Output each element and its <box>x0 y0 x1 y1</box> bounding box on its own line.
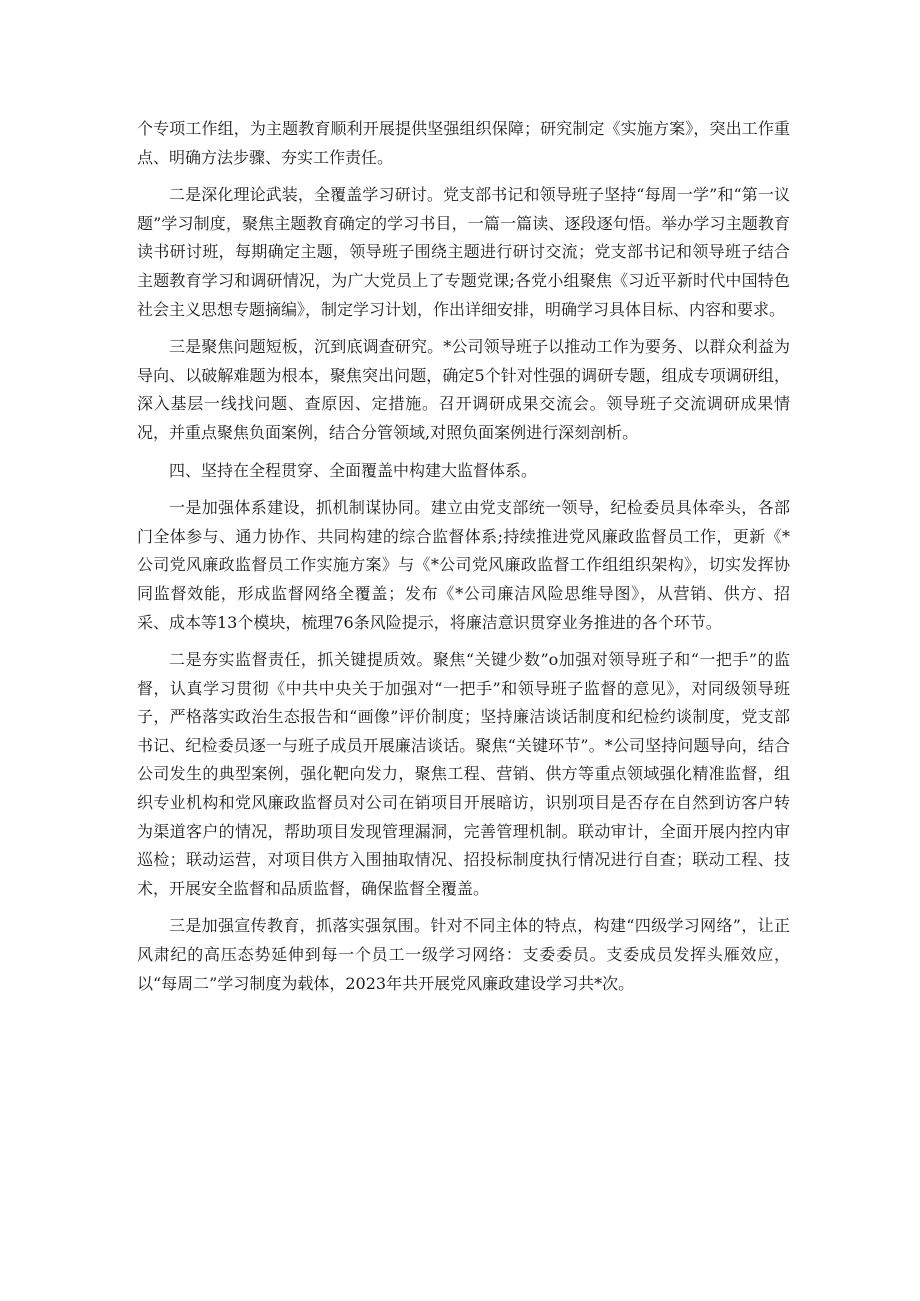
paragraph-1: 个专项工作组，为主题教育顺利开展提供坚强组织保障；研究制定《实施方案》，突出工作重点、明确方法步骤、夯实工作责任。 <box>137 119 790 167</box>
section-heading-4: 四、坚持在全程贯穿、全面覆盖中构建大监督体系。 <box>169 460 538 480</box>
paragraph-2: 二是深化理论武装，全覆盖学习研讨。党支部书记和领导班子坚持“每周一学”和“第一议题”学习制度，聚焦主题教育确定的学习书目，一篇一篇读、逐段逐句悟。举办学习主题教育读书研讨班，每期确定主题，领导班子围绕主题进行研讨交流；党支部书记和领导班子结合主题教育学习和调研情况，为广大党员上了专题党课;各党小组聚焦《习近平新时代中国特色社会主义思想专题摘编》，制定学习计划，作出详细安排，明确学习具体目标、内容和要求。 <box>137 185 790 319</box>
paragraph-6: 二是夯实监督责任，抓关键提质效。聚焦“关键少数”o加强对领导班子和“一把手”的监督，认真学习贯彻《中共中央关于加强对“一把手”和领导班子监督的意见》，对同级领导班子，严格落实政治生态报告和“画像”评价制度；坚持廉洁谈话制度和纪检约谈制度，党支部书记、纪检委员逐一与班子成员开展廉洁谈话。聚焦“关键环节”。*公司坚持问题导向，结合公司发生的典型案例，强化靶向发力，聚焦工程、营销、供方等重点领域强化精准监督，组织专业机构和党风廉政监督员对公司在销项目开展暗访，识别项目是否存在自然到访客户转为渠道客户的情况，帮助项目发现管理漏洞，完善管理机制。联动审计，全面开展内控内审巡检；联动运营，对项目供方入围抽取情况、招投标制度执行情况进行自查；联动工程、技术，开展安全监督和品质监督，确保监督全覆盖。 <box>137 650 790 898</box>
document-body <box>137 115 790 1007</box>
paragraph-5: 一是加强体系建设，抓机制谋协同。建立由党支部统一领导，纪检委员具体牵头，各部门全体参与、通力协作、共同构建的综合监督体系;持续推进党风廉政监督员工作，更新《*公司党风廉政监督员工作实施方案》与《*公司党风廉政监督工作组组织架构》，切实发挥协同监督效能，形成监督网络全覆盖；发布《*公司廉洁风险思维导图》，从营销、供方、招采、成本等13个模块，梳理76条风险提示，将廉洁意识贯穿业务推进的各个环节。 <box>137 498 790 632</box>
paragraph-7: 三是加强宣传教育，抓落实强氛围。针对不同主体的特点，构建“四级学习网络”，让正风肃纪的高压态势延伸到每一个员工一级学习网络：支委委员。支委成员发挥头雁效应，以“每周二”学习制度为载体，2023年共开展党风廉政建设学习共*次。 <box>137 916 790 993</box>
paragraph-3: 三是聚焦问题短板，沉到底调查研究。*公司领导班子以推动工作为要务、以群众利益为导向、以破解难题为根本，聚焦突出问题，确定5个针对性强的调研专题，组成专项调研组，深入基层一线找问题、查原因、定措施。召开调研成果交流会。领导班子交流调研成果情况，并重点聚焦负面案例，结合分管领域,对照负面案例进行深刻剖析。 <box>137 337 790 442</box>
